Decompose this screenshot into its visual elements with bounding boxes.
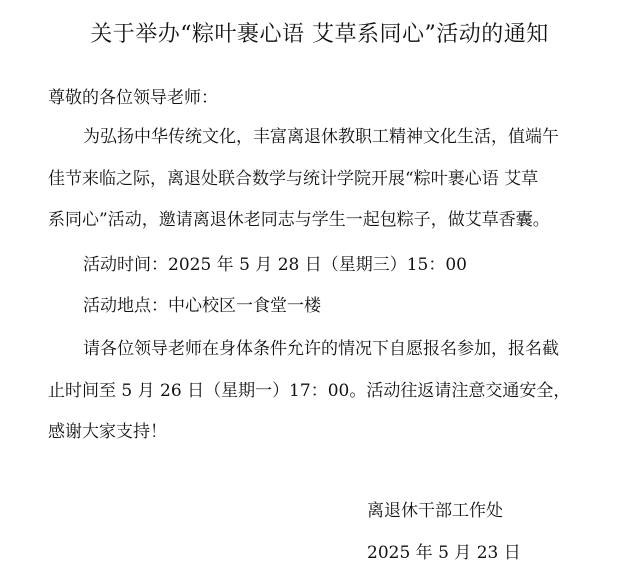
paragraph-2-line-3: 感谢大家支持！ <box>48 422 167 442</box>
paragraph-1-line-3: 系同心”活动，邀请离退休老同志与学生一起包粽子，做艾草香囊。 <box>48 210 550 230</box>
signature-organization: 离退休干部工作处 <box>367 501 503 521</box>
paragraph-1-line-1: 为弘扬中华传统文化，丰富离退休教职工精神文化生活，值端午 <box>83 127 559 147</box>
event-time: 活动时间：2025 年 5 月 28 日（星期三）15：00 <box>83 255 467 275</box>
paragraph-1-line-2: 佳节来临之际，离退处联合数学与统计学院开展“粽叶裹心语 艾草 <box>48 169 539 189</box>
paragraph-2-line-2: 止时间至 5 月 26 日（星期一）17：00。活动往返请注意交通安全， <box>48 381 571 401</box>
event-place: 活动地点：中心校区一食堂一楼 <box>83 296 321 316</box>
document-title: 关于举办“粽叶裹心语 艾草系同心”活动的通知 <box>90 22 549 47</box>
signature-date: 2025 年 5 月 23 日 <box>367 543 521 563</box>
paragraph-2-line-1: 请各位领导老师在身体条件允许的情况下自愿报名参加，报名截 <box>83 339 559 359</box>
salutation: 尊敬的各位领导老师： <box>48 88 218 108</box>
